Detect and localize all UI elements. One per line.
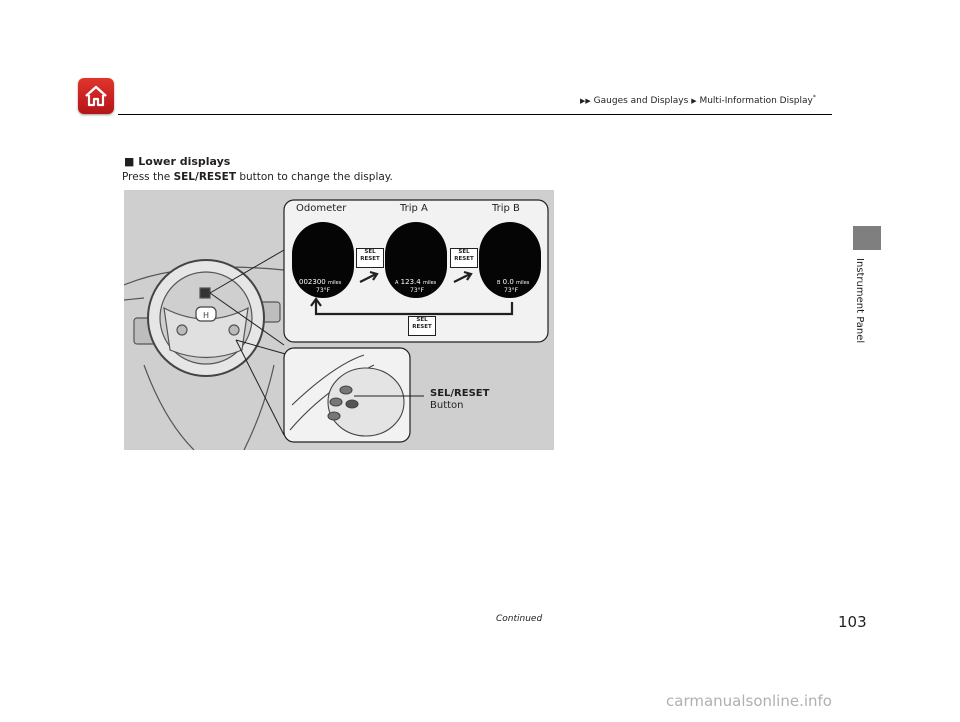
instruction-text (122, 171, 393, 183)
square-bullet-icon: ■ (124, 155, 135, 168)
trip-a-reading: 123.4 (400, 278, 421, 286)
trip-b-unit: miles (516, 280, 530, 286)
breadcrumb-arrow-icon: ▶ (691, 97, 697, 105)
instruction-button-name: SEL/RESET (173, 171, 236, 183)
chapter-tab-label-wrap (852, 258, 866, 348)
sel-reset-button-2: SEL RESET (450, 248, 478, 268)
trip-b-temp: 73°F (504, 287, 519, 294)
chapter-tab-label: Instrument Panel (854, 258, 865, 344)
trip-a-temp: 73°F (410, 287, 425, 294)
sel-reset-button-3: SEL RESET (408, 316, 436, 336)
home-icon (83, 83, 109, 109)
section-heading-text: Lower displays (138, 155, 231, 168)
trip-b-reading: 0.0 (502, 278, 514, 286)
odometer-reading: 002300 (299, 278, 326, 286)
instruction-after: button to change the display. (239, 171, 393, 183)
callout-button: Button (430, 400, 464, 411)
display-label-trip-b: Trip B (492, 203, 520, 214)
breadcrumb-arrow-icon: ▶▶ (580, 97, 591, 105)
sel-reset-button-1: SEL RESET (356, 248, 384, 268)
continued-label: Continued (496, 614, 543, 624)
watermark: carmanualsonline.info (666, 692, 832, 710)
odometer-temp: 73°F (316, 287, 331, 294)
section-heading (124, 155, 230, 168)
dashboard-illustration (124, 190, 554, 450)
instruction-before: Press the (122, 171, 171, 183)
breadcrumb-item-gauges[interactable]: Gauges and Displays (593, 96, 689, 106)
page-number: 103 (838, 613, 867, 631)
odometer-unit: miles (327, 280, 342, 286)
option-marker: * (812, 94, 816, 101)
home-button[interactable] (78, 78, 114, 114)
trip-b-prefix: B (497, 280, 501, 286)
display-label-trip-a: Trip A (400, 203, 428, 214)
trip-a-prefix: A (395, 280, 399, 286)
flow-arrows (124, 190, 554, 450)
header-divider (118, 114, 832, 115)
breadcrumb-item-mid[interactable]: Multi-Information Display (699, 96, 813, 106)
chapter-tab[interactable] (853, 226, 881, 250)
display-label-odometer: Odometer (296, 203, 347, 214)
svg-text:H: H (202, 311, 210, 320)
arrow-return-loop (316, 300, 512, 314)
trip-a-unit: miles (422, 280, 437, 286)
breadcrumb (580, 94, 816, 106)
callout-sel-reset: SEL/RESET (430, 388, 490, 399)
